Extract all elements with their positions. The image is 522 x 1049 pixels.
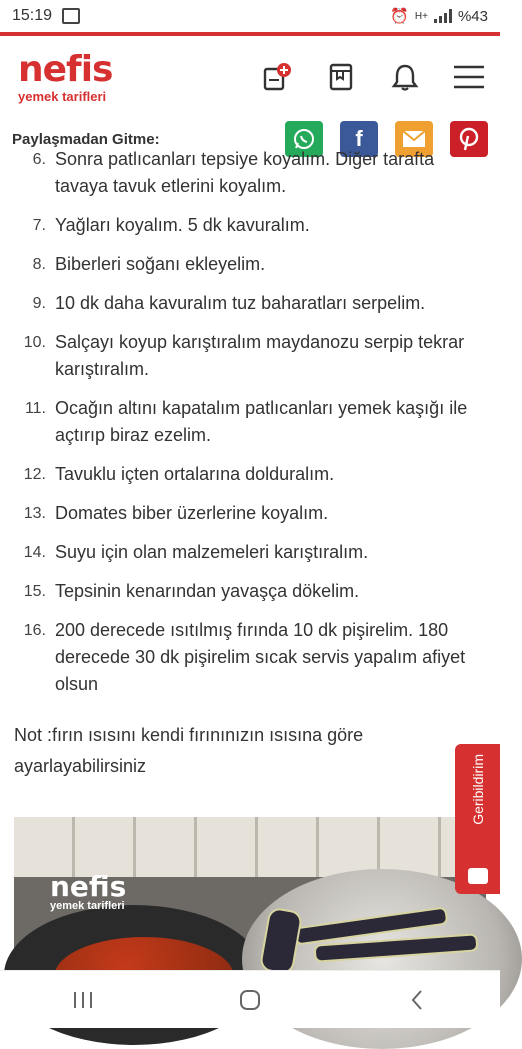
- android-nav-bar: [0, 970, 500, 1028]
- photo-logo-brand: nefis: [50, 870, 127, 903]
- step-text: Tavuklu içten ortalarına dolduralım.: [55, 464, 335, 484]
- recent-apps-icon: [72, 990, 94, 1010]
- menu-icon[interactable]: [454, 62, 484, 92]
- status-bar: [0, 0, 500, 32]
- step-text: Ocağın altını kapatalım patlıcanları yemek kaşığı ile açtırıp biraz ezelim.: [55, 398, 468, 445]
- step-number: 12.: [23, 466, 46, 483]
- recipe-steps: [0, 146, 500, 710]
- bell-icon[interactable]: [390, 62, 420, 92]
- share-label: Paylaşmadan Gitme:: [12, 130, 160, 148]
- step-text: Suyu için olan malzemeleri karıştıralım.: [55, 542, 369, 562]
- step-text: 10 dk daha kavuralım tuz baharatları serpelim.: [55, 293, 426, 313]
- recipe-photo[interactable]: [14, 817, 486, 977]
- recipe-step: [0, 461, 500, 488]
- step-text: Sonra patlıcanları tepsiye koyalım. Diğer tarafta tavaya tavuk etlerini koyalım.: [55, 149, 435, 196]
- logo-brand: nefis: [18, 48, 113, 90]
- battery-level: %43: [457, 7, 488, 25]
- signal-icon: [434, 9, 452, 23]
- step-number: 8.: [32, 256, 46, 273]
- photo-watermark-logo: [50, 870, 127, 912]
- step-number: 15.: [23, 583, 46, 600]
- step-number: 13.: [23, 505, 46, 522]
- recipe-book-icon[interactable]: [326, 62, 356, 92]
- step-text: Yağları koyalım. 5 dk kavuralım.: [55, 215, 310, 235]
- step-text: 200 derecede ısıtılmış fırında 10 dk pişirelim. 180 derecede 30 dk pişirelim sıcak servis yapalım afiyet olsun: [55, 620, 466, 694]
- step-number: 11.: [24, 400, 46, 417]
- recipe-step: [0, 395, 500, 449]
- recipe-step: [0, 329, 500, 383]
- step-number: 16.: [23, 622, 46, 639]
- step-text: Salçayı koyup karıştıralım maydanozu serpip tekrar karıştıralım.: [55, 332, 465, 379]
- photo-logo-subtitle: yemek tarifleri: [50, 900, 125, 912]
- recent-apps-button[interactable]: [53, 980, 113, 1020]
- gallery-icon: [62, 8, 80, 24]
- step-text: Tepsinin kenarından yavaşça dökelim.: [55, 581, 360, 601]
- feedback-tab[interactable]: [455, 744, 500, 894]
- photo-wall-tiles: [14, 817, 486, 877]
- data-icon: H+: [414, 10, 428, 22]
- facebook-icon: f: [355, 126, 363, 151]
- recipe-step: [0, 290, 500, 317]
- step-text: Domates biber üzerlerine koyalım.: [55, 503, 329, 523]
- recipe-note: Not :fırın ısısını kendi fırınınızın ısısına göre ayarlayabilirsiniz: [14, 725, 364, 776]
- home-button[interactable]: [220, 980, 280, 1020]
- recipe-content: [0, 149, 500, 970]
- site-header: [0, 36, 500, 118]
- feedback-icon: [468, 868, 488, 884]
- recipe-step: [0, 251, 500, 278]
- recipe-step: [0, 539, 500, 566]
- logo-subtitle: yemek tarifleri: [18, 88, 107, 104]
- step-number: 10.: [23, 334, 46, 351]
- recipe-step: [0, 617, 500, 698]
- feedback-label: Geribildirim: [469, 754, 486, 825]
- step-number: 7.: [32, 217, 46, 234]
- alarm-icon: ⏰: [390, 8, 409, 25]
- home-icon: [239, 989, 261, 1011]
- back-icon: [409, 989, 425, 1011]
- site-logo[interactable]: [18, 48, 113, 104]
- step-number: 14.: [23, 544, 46, 561]
- status-time: 15:19: [12, 7, 53, 24]
- recipe-step: [0, 146, 500, 200]
- step-text: Biberleri soğanı ekleyelim.: [55, 254, 266, 274]
- recipe-step: [0, 212, 500, 239]
- add-recipe-icon[interactable]: [262, 62, 292, 92]
- recipe-step: [0, 500, 500, 527]
- back-button[interactable]: [387, 980, 447, 1020]
- step-number: 6.: [32, 151, 46, 168]
- step-number: 9.: [32, 295, 46, 312]
- recipe-step: [0, 578, 500, 605]
